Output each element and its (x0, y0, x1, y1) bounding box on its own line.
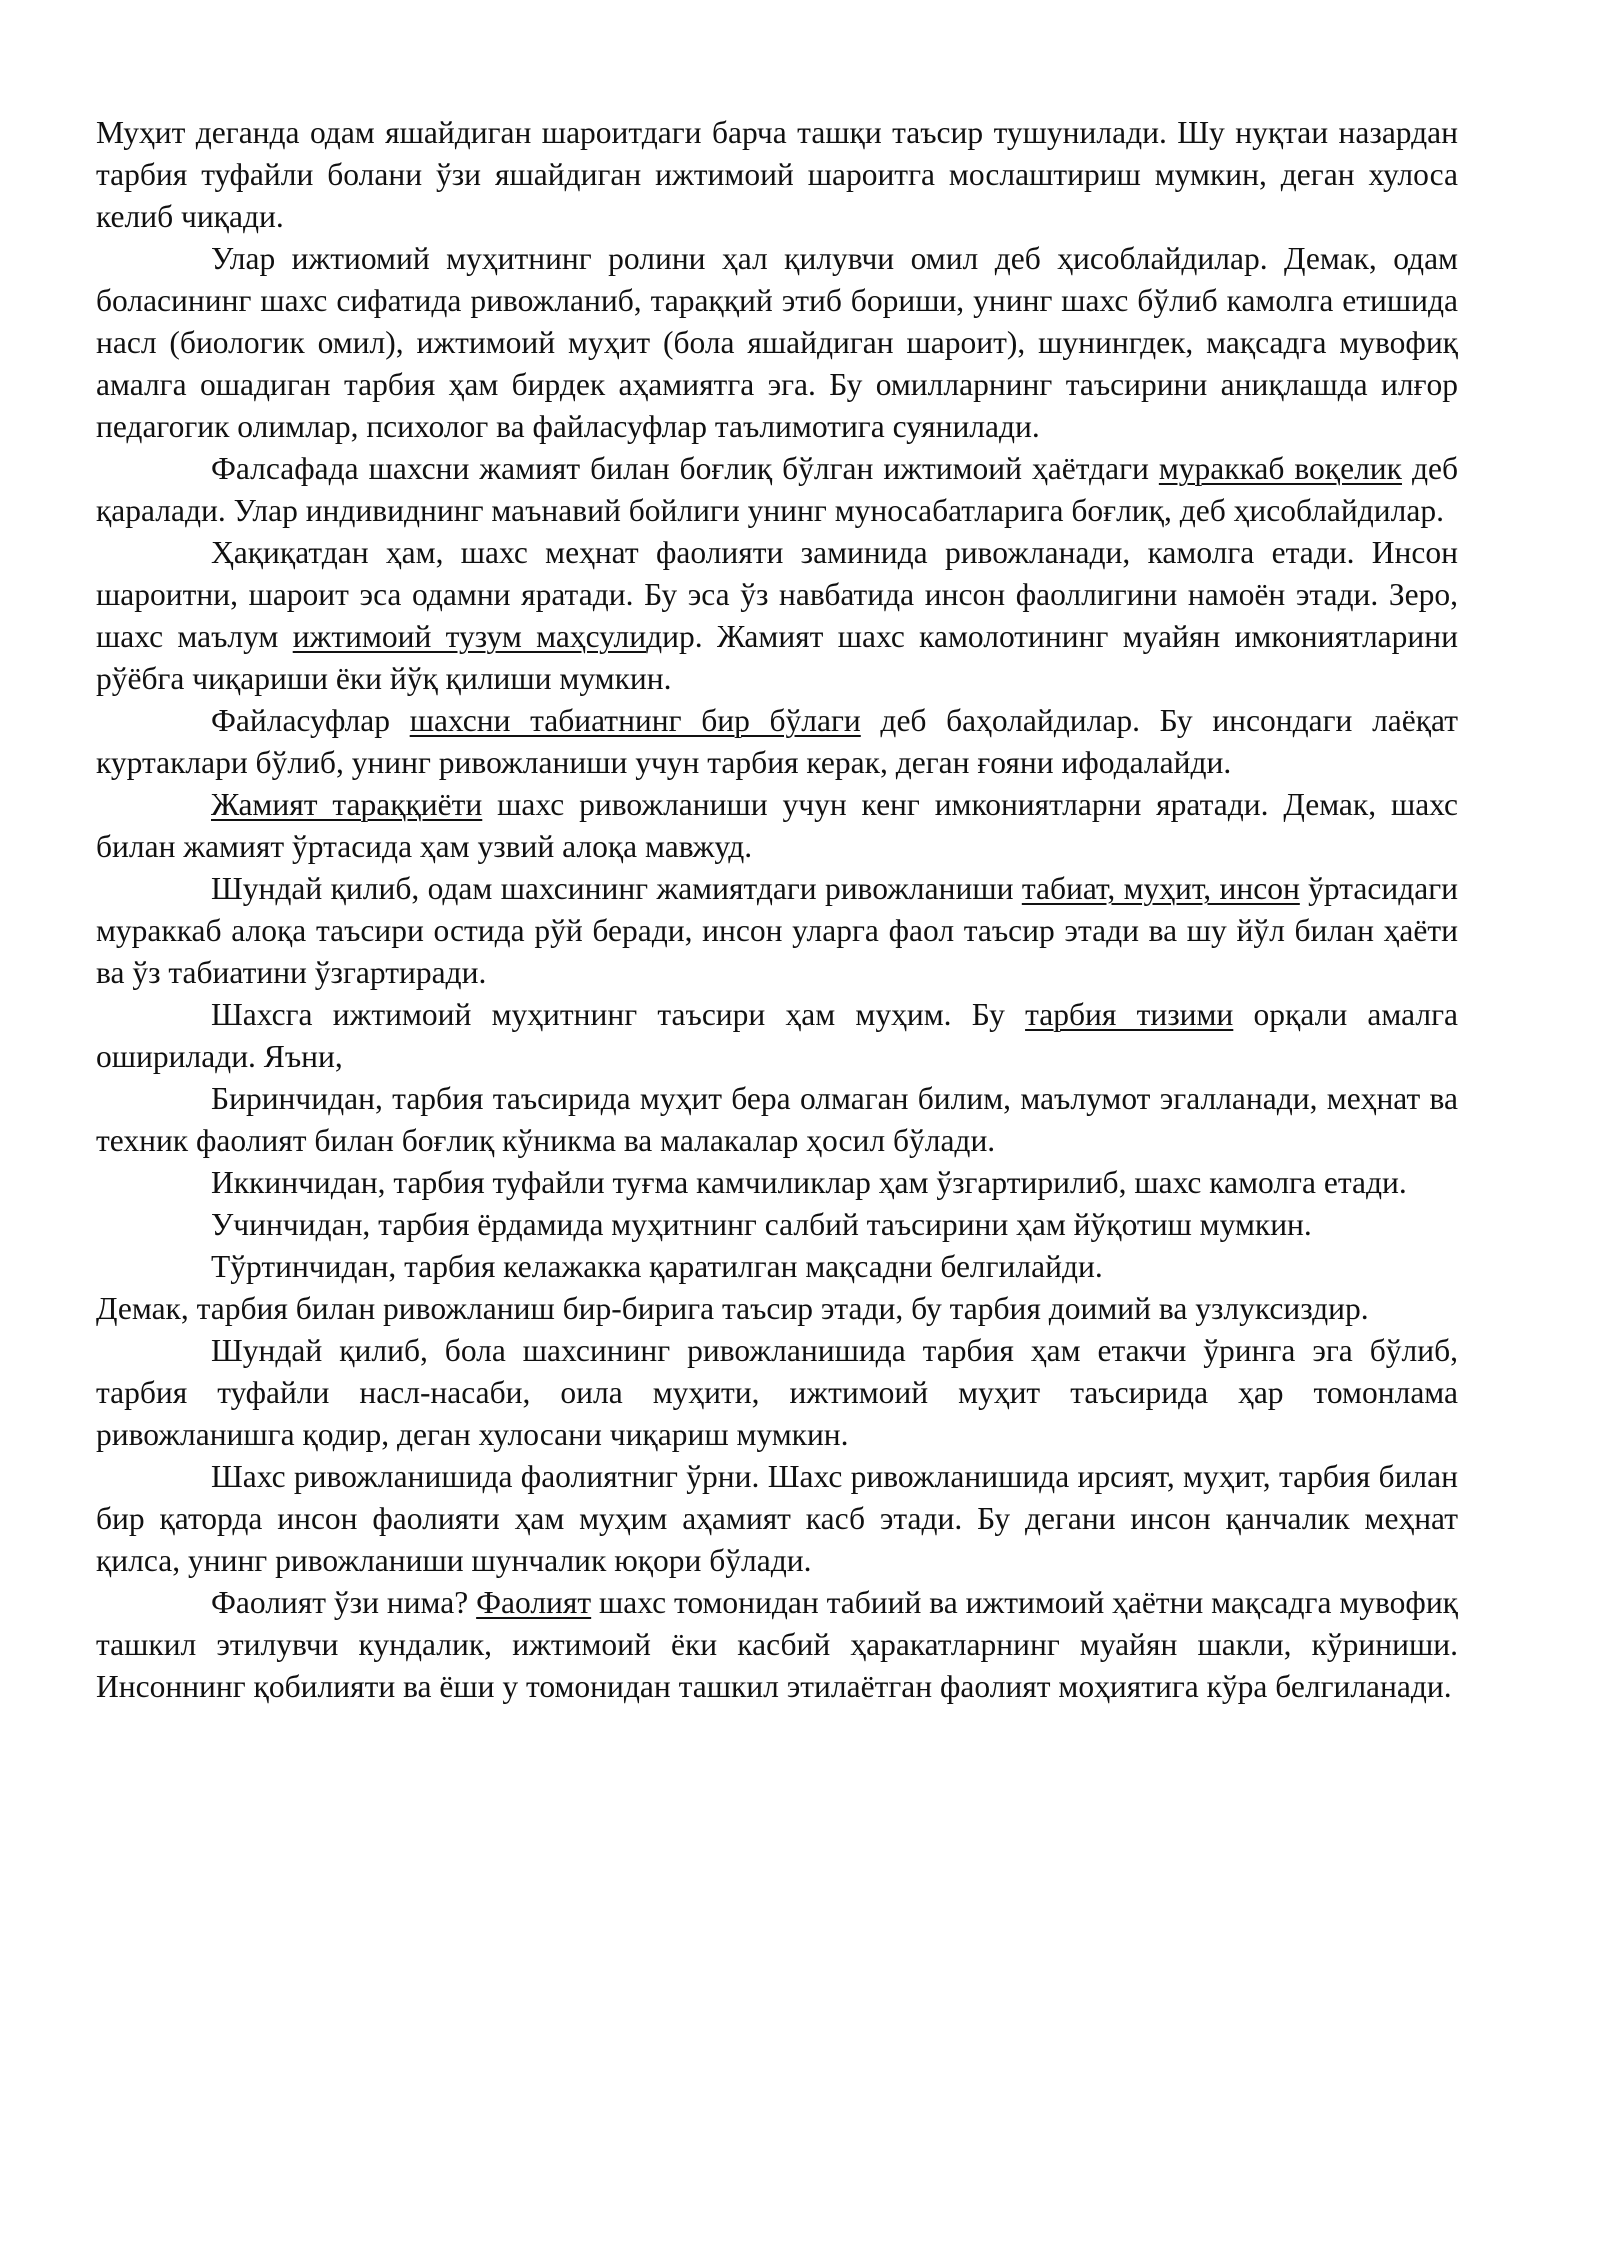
underlined-term: мураккаб воқелик (1158, 451, 1402, 486)
paragraph-15 (96, 1456, 1458, 1582)
underlined-term: ижтимоий тузум маҳсули (292, 619, 647, 654)
paragraph-3 (96, 448, 1458, 532)
underlined-term: тарбия тизими (1025, 997, 1234, 1032)
paragraph-4 (96, 532, 1458, 700)
paragraph-8 (96, 994, 1458, 1078)
paragraph-text: Фалсафада шахсни жамият билан боғлиқ бўлган ижтимоий ҳаётдаги (211, 451, 1159, 486)
paragraph-text: шахс томонидан табиий ва ижтимоий ҳаётни мақсадга мувофиқ ташкил этилувчи кундалик, ижтимоий ёки касбий ҳаракатларнинг муайян шакли, кўриниши. Инсоннинг қобилияти ва ёши у томонидан ташкил этилаётган фаолият моҳиятига кўра белгиланади. (96, 1585, 1458, 1704)
paragraph-13 (96, 1288, 1458, 1330)
paragraph-11 (96, 1204, 1458, 1246)
paragraph-text: орқали амалга оширилади. Яъни, (96, 997, 1459, 1074)
paragraph-10 (96, 1162, 1458, 1204)
paragraph-text: Улар ижтиомий муҳитнинг ролини ҳал қилувчи омил деб ҳисоблайдилар. Демак, одам боласининг шахс сифатида ривожланиб, тараққий этиб бориши, унинг шахс бўлиб камолга етишида насл (биологик омил), ижтимоий муҳит (бола яшайдиган шароит), шунингдек, мақсадга мувофиқ амалга ошадиган тарбия ҳам бирдек аҳамиятга эга. Бу омилларнинг таъсирини аниқлашда илғор педагогик олимлар, психолог ва файласуфлар таълимотига суянилади. (96, 241, 1458, 444)
paragraph-text: деб қаралади. Улар индивиднинг маънавий бойлиги унинг муносабатларига боғлиқ, деб ҳисоблайдилар. (96, 451, 1458, 528)
underlined-term: Жамият тараққиёти (211, 787, 483, 822)
paragraph-text: Шахсга ижтимоий муҳитнинг таъсири ҳам муҳим. Бу (211, 997, 1026, 1032)
paragraph-2 (96, 238, 1458, 448)
paragraph-text: Шахс ривожланишида фаолиятниг ўрни. Шахс ривожланишида ирсият, муҳит, тарбия билан бир қаторда инсон фаолияти ҳам муҳим аҳамият касб этади. Бу дегани инсон қанчалик меҳнат қилса, унинг ривожланиши шунчалик юқори бўлади. (96, 1459, 1458, 1578)
paragraph-text: Муҳит деганда одам яшайдиган шароитдаги барча ташқи таъсир тушунилади. Шу нуқтаи назардан тарбия туфайли болани ўзи яшайдиган ижтимоий шароитга мослаштириш мумкин, деган хулоса келиб чиқади. (96, 115, 1458, 234)
underlined-term: табиат, муҳит, инсон (1021, 871, 1300, 906)
paragraph-text: Шундай қилиб, одам шахсининг жамиятдаги ривожланиши (211, 871, 1022, 906)
paragraph-14 (96, 1330, 1458, 1456)
paragraph-text: шахс ривожланиши учун кенг имкониятларни яратади. Демак, шахс билан жамият ўртасида ҳам узвий алоқа мавжуд. (96, 787, 1458, 864)
paragraph-7 (96, 868, 1458, 994)
paragraph-text: Тўртинчидан, тарбия келажакка қаратилган мақсадни белгилайди. (211, 1249, 1103, 1284)
paragraph-text: дир. Жамият шахс камолотининг муайян имкониятларини рўёбга чиқариши ёки йўқ қилиши мумкин. (96, 619, 1458, 696)
paragraph-text: Фаолият ўзи нима? (211, 1585, 477, 1620)
paragraph-text: ўртасидаги мураккаб алоқа таъсири остида рўй беради, инсон уларга фаол таъсир этади ва шу йўл билан ҳаёти ва ўз табиатини ўзгартиради. (96, 871, 1458, 990)
paragraph-text: Учинчидан, тарбия ёрдамида муҳитнинг салбий таъсирини ҳам йўқотиш мумкин. (211, 1207, 1312, 1242)
paragraph-text: Шундай қилиб, бола шахсининг ривожланишида тарбия ҳам етакчи ўринга эга бўлиб, тарбия туфайли насл-насаби, оила муҳити, ижтимоий муҳит таъсирида ҳар томонлама ривожланишга қодир, деган хулосани чиқариш мумкин. (96, 1333, 1458, 1452)
paragraph-text: Ҳақиқатдан ҳам, шахс меҳнат фаолияти заминида ривожланади, камолга етади. Инсон шароитни, шароит эса одамни яратади. Бу эса ўз навбатида инсон фаоллигини намоён этади. Зеро, шахс маълум (96, 535, 1458, 654)
document-page (96, 112, 1458, 1708)
underlined-term: Фаолият (476, 1585, 592, 1620)
paragraph-6 (96, 784, 1458, 868)
paragraph-5 (96, 700, 1458, 784)
paragraph-text: Файласуфлар (211, 703, 410, 738)
paragraph-9 (96, 1078, 1458, 1162)
paragraph-text: Иккинчидан, тарбия туфайли туғма камчиликлар ҳам ўзгартирилиб, шахс камолга етади. (211, 1165, 1407, 1200)
underlined-term: шахсни табиатнинг бир бўлаги (409, 703, 861, 738)
paragraph-text: деб баҳолайдилар. Бу инсондаги лаёқат куртаклари бўлиб, унинг ривожланиши учун тарбия керак, деган ғояни ифодалайди. (96, 703, 1458, 780)
paragraph-text: Демак, тарбия билан ривожланиш бир-бирига таъсир этади, бу тарбия доимий ва узлуксиздир. (96, 1291, 1369, 1326)
paragraph-12 (96, 1246, 1458, 1288)
paragraph-1 (96, 112, 1458, 238)
paragraph-16 (96, 1582, 1458, 1708)
paragraph-text: Биринчидан, тарбия таъсирида муҳит бера олмаган билим, маълумот эгалланади, меҳнат ва техник фаолият билан боғлиқ кўникма ва малакалар ҳосил бўлади. (96, 1081, 1458, 1158)
